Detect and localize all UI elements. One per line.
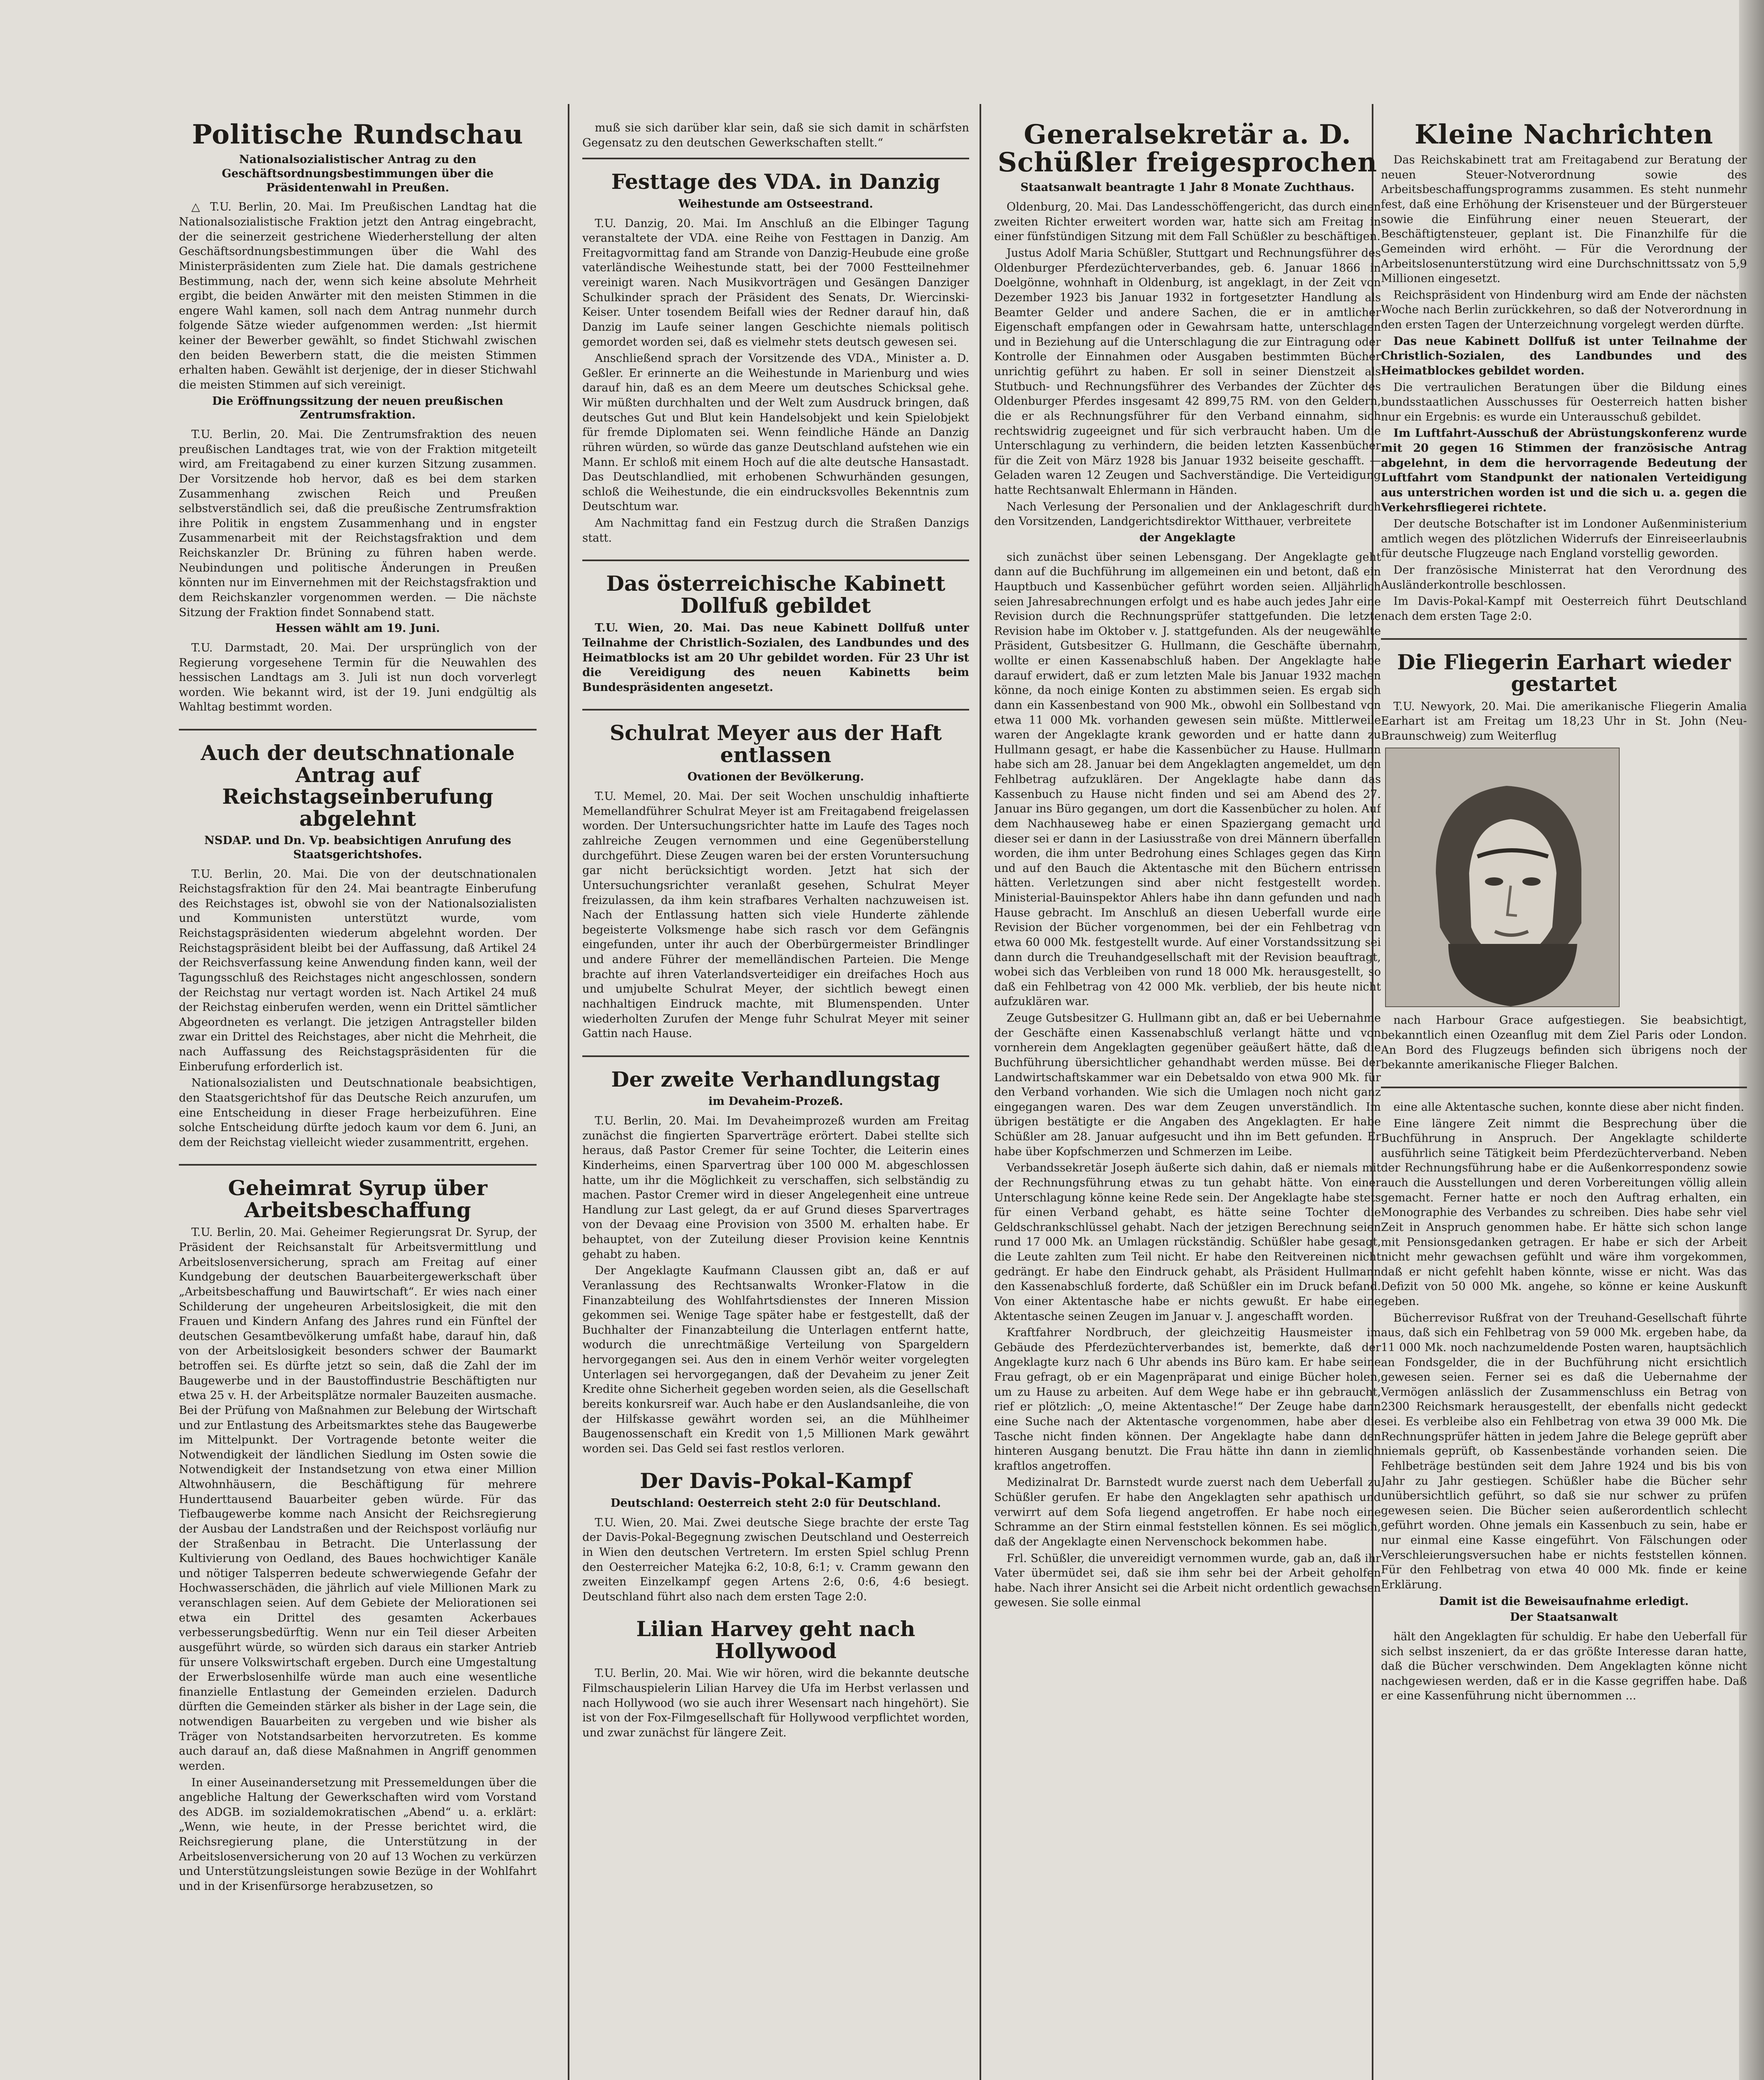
paragraph: Nationalsozialisten und Deutschnationale beabsichtigen, den Staatsgerichtshof für das Deutsche Reich anzurufen, um eine Entscheidung in dieser Frage herbeizuführen. Eine solche Entscheidung dürfte jedoch kaum vor dem 6. Juni, an dem der Reichstag vielleicht wieder zusammentritt, ergehen. [179,1077,537,1149]
article-separator [179,729,537,730]
paragraph: Justus Adolf Maria Schüßler, Stuttgart und Rechnungsführer des Oldenburger Pferdezüchterverbandes, geb. 6. Januar 1866 in Doelgönne, wohnhaft in Oldenburg, ist angeklagt, in der Zeit von Dezember 1923 bis Januar 1932 in fortgesetzter Handlung als Beamter Gelder und andere Sachen, die er in amtlicher Eigenschaft empfangen oder in Gewahrsam hatte, unterschlagen und in Beziehung auf die Unterschlagung die zur Eintragung oder Kontrolle der Einnahmen oder Ausgaben bestimmten Bücher unrichtig geführt zu haben. Er soll in seiner Dienstzeit als Stutbuch- und Rechnungsführer des Verbandes der Züchter des Oldenburger Pferdes insgesamt 42 899,75 RM. von den Geldern, die er als Rechnungsführer für den Verband einnahm, sich rechtswidrig zugeeignet und für sich verbraucht haben. Um die Unterschlagung zu verhindern, die beiden letzten Kassenbücher für die Zeit von März 1928 bis Januar 1932 beiseite geschafft. — Geladen waren 12 Zeugen und Sachverständige. Die Verteidigung hatte Rechtsanwalt Ehlermann in Händen. [994,247,1381,497]
article-separator [582,158,969,159]
article-schuessler [994,121,1381,1610]
paragraph: Der Angeklagte Kaufmann Claussen gibt an, daß er auf Veranlassung des Rechtsanwalts Wronker-Flatow in die Finanzabteilung des Wohlfahrtsdienstes der Inneren Mission gekommen sei. Wenige Tage später habe er festgestellt, daß der Buchhalter der Finanzabteilung die Unterlagen entfernt hatte, wodurch die unrechtmäßige Verteilung von Spargeldern hervorgegangen sei. Aus den in einem Verhör weiter vorgelegten Unterlagen sei hervorgegangen, daß der Devaheim zu jener Zeit Kredite ohne Sicherheit gegeben worden seien, als die Gesellschaft bereits konkursreif war. Auch habe er den Auslandsanleihe, die von der Hilfskasse gewährt worden sei, an die Mühlheimer Baugenossenschaft ein Kredit von 1,5 Millionen Mark gewährt worden sei. Das Geld sei fast restlos verloren. [582,1264,969,1455]
column-1 [179,121,537,2080]
article-separator [1381,638,1747,640]
paragraph: Frl. Schüßler, die unvereidigt vernommen wurde, gab an, daß ihr Vater übermüdet sei, daß sie ihm sehr bei der Arbeit geholfen habe. Nach ihrer Ansicht sei die Arbeit nicht ordentlich gewachsen gewesen. Sie solle einmal [994,1552,1381,1610]
paragraph: Zeuge Gutsbesitzer G. Hullmann gibt an, daß er bei Uebernahme der Geschäfte einen Kassenabschluß verlangt hätte und von vornherein dem Angeklagten gegenüber geäußert hätte, daß die Buchführung übersichtlicher gehandhabt werden müsse. Bei der Landwirtschaftskammer war ein Debetsaldo von etwa 900 Mk. für den Verband vorhanden. Wie sich die Umlagen noch nicht ganz eingegangen waren. Des war dem Zeugen unverständlich. Im übrigen bestätigte er die Angaben des Angeklagten. Er habe Schüßler am 28. Januar aufgesucht und ihn im Bett gefunden. Er habe über Kopfschmerzen und Schmerzen im Leibe. [994,1012,1381,1158]
article-separator [582,709,969,711]
article-separator [179,1164,537,1166]
article-syrup [179,1177,537,1894]
paragraph: muß sie sich darüber klar sein, daß sie sich damit in schärfsten Gegensatz zu den deutschen Gewerkschaften stellt.“ [582,121,969,149]
paragraph: Medizinalrat Dr. Barnstedt wurde zuerst nach dem Ueberfall zu Schüßler gerufen. Er habe den Angeklagten sehr apathisch und verwirrt auf dem Sofa liegend angetroffen. Er habe noch eine Schramme an der Stirn einmal feststellen können. Es sei möglich, daß der Angeklagte einen Nervenschock bekommen habe. [994,1476,1381,1548]
paragraph: In einer Auseinandersetzung mit Pressemeldungen über die angebliche Haltung der Gewerkschaften wird vom Vorstand des ADGB. im sozialdemokratischen „Abend“ u. a. erklärt: „Wenn, wie heute, in der Presse berichtet wird, die Reichsregierung plane, die Unterstützung in der Arbeitslosenversicherung von 20 auf 13 Wochen zu verkürzen und Unterstützungsleistungen sowie Bezüge in der Wohlfahrt und in der Krisenfürsorge herabzusetzen, so [179,1776,537,1893]
paragraph: △ T.U. Berlin, 20. Mai. Im Preußischen Landtag hat die Nationalsozialistische Fraktion jetzt den Antrag eingebracht, der die seinerzeit gestrichene Wiederherstellung der alten Geschäftsordnungsbestimmungen über die Wahl des Ministerpräsidenten zum Ziele hat. Die damals gestrichene Bestimmung, nach der, wenn sich keine absolute Mehrheit ergibt, die beiden Anwärter mit den meisten Stimmen in die engere Wahl kamen, soll nach dem Antrag nunmehr durch folgende Sätze wieder aufgenommen werden: „Ist hiermit keiner der Bewerber gewählt, so findet Stichwahl zwischen den beiden Bewerbern statt, die die meisten Stimmen erhalten haben. Gewählt ist derjenige, der in dieser Stichwahl die meisten Stimmen auf sich vereinigt. [179,201,537,391]
paragraph: eine alle Aktentasche suchen, konnte diese aber nicht finden. [1393,1100,1744,1114]
article-lilian-harvey [582,1618,969,1740]
subheadline: im Devaheim-Prozeß. [708,1095,843,1108]
article-separator [1381,1087,1747,1088]
article-separator [582,560,969,561]
paragraph: Bücherrevisor Rußfrat von der Treuhand-Gesellschaft führte aus, daß sich ein Fehlbetrag von 59 000 Mk. ergeben habe, da 11 000 Mk. noch nachzumeldende Posten waren, hauptsächlich an Fondsgelder, die in der Buchführung nicht ersichtlich gewesen seien. Ferner sei es daß die Uebernahme der Vermögen anlässlich der Zusammenschluss ein Betrag von 2300 Reichsmark herausgestellt, der ebenfalls nicht gedeckt sei. Es verbleibe also ein Fehlbetrag von etwa 39 000 Mk. Die Rechnungsprüfer hätten in jedem Jahre die Belege geprüft aber niemals geprüft, ob Kassenbestände vorhanden seien. Die Fehlbeträge bestünden seit dem Jahre 1924 und bis bis von Jahr zu Jahr gestiegen. Schüßler habe die Bücher sehr unübersichtlich geführt, so daß sie nur schwer zu prüfen gewesen seien. Die Bücher seien außerordentlich schlecht geführt worden. Ohne jemals ein Kassenbuch zu sein, habe er nur einmal eine Kasse eingeführt. Von Fälschungen oder Verschleierungsversuchen habe er nichts feststellen können. Für den Fehlbetrag von etwa 40 000 Mk. finde er keine Erklärung. [1381,1311,1747,1591]
paragraph: Das neue Kabinett Dollfuß ist unter Teilnahme der Christlich-Sozialen, des Landbundes und des Heimatblockes gebildet worden. [1381,334,1747,377]
paragraph: Nach Verlesung der Personalien und der Anklageschrift durch den Vorsitzenden, Landgerichtsdirektor Witthauer, verbreitete [994,500,1381,528]
paragraph: T.U. Berlin, 20. Mai. Geheimer Regierungsrat Dr. Syrup, der Präsident der Reichsanstalt für Arbeitsvermittlung und Arbeitslosenversicherung, sprach am Freitag auf einer Kundgebung der deutschen Bauarbeitergewerkschaft über „Arbeitsbeschaffung und Bauwirtschaft“. Er wies nach einer Schilderung der ungeheuren Arbeitslosigkeit, die mit den Frauen und Kindern Anfang des Jahres rund ein Fünftel der deutschen Gesamtbevölkerung umfaßt habe, darauf hin, daß von der Arbeitslosigkeit besonders schwer der Baumarkt betroffen sei. Es dürfte jetzt so sein, daß die Zahl der im Baugewerbe und in der Baustoffindustrie Beschäftigten nur etwa 25 v. H. der Arbeitsplätze normaler Bauzeiten ausmache. Bei der Prüfung von Maßnahmen zur Belebung der Wirtschaft und zur Entlastung des Arbeitsmarktes stehe das Baugewerbe im Mittelpunkt. Der Vortragende betonte weiter die Notwendigkeit der ländlichen Siedlung im Osten sowie die Notwendigkeit der Instandsetzung von etwa einer Million Altwohnhäusern, die Beschäftigung für mehrere Hunderttausend Bauarbeiter geben würde. Für das Tiefbaugewerbe komme nach Ansicht der Reichsregierung der Ausbau der Landstraßen und der Reichspost vorläufig nur der Straßenbau in Betracht. Die Unterlassung der Kultivierung von Oedland, des Baues hochwichtiger Kanäle und nötiger Talsperren bedeute schwerwiegende Gefahr der Hochwasserschäden, die jährlich auf viele Millionen Mark zu veranschlagen seien. Auf dem Gebiete der Meliorationen sei etwa ein Drittel des gesamten Ackerbaues verbesserungsbedürftig. Wenn nur ein Teil dieser Arbeiten ausgeführt würde, so würden sich daraus ein starker Antrieb für unsere Volkswirtschaft ergeben. Durch eine Umgestaltung der Erwerbslosenhilfe würde man auch eine wesentliche finanzielle Entlastung der Gemeinden erzielen. Dadurch dürften die Gemeinden stärker als bisher in der Lage sein, die notwendigen Bauarbeiten zu vergeben und wie bisher als Träger von Notstandsarbeiten hervorzutreten. Es komme auch darauf an, daß diese Maßnahmen in Angriff genommen werden. [179,1226,537,1773]
paragraph: Der deutsche Botschafter ist im Londoner Außenministerium amtlich wegen des plötzlichen Widerrufs der Einreiseerlaubnis für deutsche Flugzeuge nach England vorstellig geworden. [1381,518,1747,560]
paragraph: nach Harbour Grace aufgestiegen. Sie beabsichtigt, bekanntlich einen Ozeanflug mit dem Ziel Paris oder London. An Bord des Flugzeugs befinden sich übrigens noch der bekannte amerikanische Flieger Balchen. [1381,1014,1747,1072]
portrait-illustration [1386,748,1619,1006]
paragraph: T.U. Berlin, 20. Mai. Im Devaheimprozeß wurden am Freitag zunächst die fingierten Sparverträge erörtert. Dabei stellte sich heraus, daß Pastor Cremer für seine Tochter, die Leiterin eines Kinderheims, einen Sparvertrag über 100 000 M. abgeschlossen hatte, um ihr die Möglichkeit zu verschaffen, sich selbständig zu machen. Pastor Cremer wird in dieser Angelegenheit eine untreue Handlung zur Last gelegt, da er auf Grund dieses Sparvertrages von der Devaag eine Provision von 3500 M. erhalten habe. Er behauptet, von der Zuteilung dieser Provision keine Kenntnis gehabt zu haben. [582,1114,969,1261]
paragraph: Oldenburg, 20. Mai. Das Landesschöffengericht, das durch einen zweiten Richter erweitert worden war, hatte sich am Freitag in einer fünfstündigen Sitzung mit dem Fall Schüßler zu beschäftigen. [994,201,1381,243]
column-rule [568,104,569,2080]
paragraph: Anschließend sprach der Vorsitzende des VDA., Minister a. D. Geßler. Er erinnerte an die Weihestunde in Marienburg und wies darauf hin, daß es an dem Meere um deutsches Schicksal gehe. Wir müßten durchhalten und der Welt zum Ausdruck bringen, daß deutsches Gut und Blut kein Handelsobjekt und kein Spielobjekt für fremde Diplomaten sei. Wenn feindliche Hände an Danzig rühren würden, so würde das ganze Deutschland aufstehen wie ein Mann. Er schloß mit einem Hoch auf die alte deutsche Hansastadt. Das Deutschlandlied, mit erhobenen Schwurhänden gesungen, schloß die Weihestunde, die ein eindrucksvolles Bekenntnis zum Deutschtum war. [582,352,969,513]
subheadline: Staatsanwalt beantragte 1 Jahr 8 Monate Zuchthaus. [1020,181,1355,194]
subheadline: Die Eröffnungssitzung der neuen preußischen Zentrumsfraktion. [212,394,504,422]
paragraph: Im Davis-Pokal-Kampf mit Oesterreich führt Deutschland nach dem ersten Tage 2:0. [1381,595,1747,623]
subheadline: Weihestunde am Ostseestrand. [678,197,873,210]
headline: Kleine Nachrichten [1414,121,1714,150]
article-schuessler-continued [1381,1100,1747,1704]
headline: Politische Rundschau [192,121,524,150]
article-politische-rundschau [179,121,537,715]
paragraph: Im Luftfahrt-Ausschuß der Abrüstungskonferenz wurde mit 20 gegen 16 Stimmen der französische Antrag abgelehnt, in dem die hervorragende Bedeutung der Luftfahrt vom Standpunkt der nationalen Verteidigung aus unterstrichen worden ist und die sich u. a. gegen die Verkehrsfliegerei richtete. [1381,427,1747,514]
subheadline: Nationalsozialistischer Antrag zu den Geschäftsordnungsbestimmungen über die Präsidentenwahl in Preußen. [222,153,494,194]
article-earhart [1381,651,1747,1072]
paragraph: T.U. Memel, 20. Mai. Der seit Wochen unschuldig inhaftierte Memellandführer Schulrat Meyer ist am Freitagabend freigelassen worden. Der Untersuchungsrichter hatte im Laufe des Tages noch zahlreiche Zeugen vernommen und eine Gegenüberstellung durchgeführt. Diese Zeugen waren bei der ersten Voruntersuchung gar nicht berücksichtigt worden. Jetzt hat sich der Untersuchungsrichter veranlaßt gesehen, Schulrat Meyer freizulassen, da ihm kein strafbares Verhalten nachzuweisen ist. Nach der Entlassung hatten sich viele Hunderte zählende begeisterte Volksmenge habe sich rasch vor dem Gefängnis eingefunden, unter ihr auch der Oberbürgermeister Brindlinger und andere Führer der memelländischen Parteien. Die Menge brachte auf ihren Vaterlandsverteidiger ein dreifaches Hoch aus und umjubelte Schulrat Meyer, der sichtlich bewegt einen nachhaltigen Eindruck machte, mit Blumenspenden. Unter wiederholten Zurufen der Menge fuhr Schulrat Meyer mit seiner Gattin nach Hause. [582,790,969,1040]
headline: Generalsekretär a. D. Schüßler freigesprochen [997,121,1378,178]
article-separator [582,1055,969,1057]
headline: Der zweite Verhandlungstag [611,1067,940,1092]
paragraph: sich zunächst über seinen Lebensgang. Der Angeklagte geht dann auf die Buchführung im allgemeinen ein und betont, daß ein Hauptbuch und Kassenbücher geführt worden seien. Alljährlich seien Jahresabrechnungen erfolgt und es habe auch jedes Jahr eine Revision durch die Rechnungsprüfer stattgefunden. Die letzte Revision habe im Oktober v. J. stattgefunden. Als der neugewählte Präsident, Gutsbesitzer G. Hullmann, die Geschäfte übernahm, wollte er einen Kassenabschluß haben. Der Angeklagte habe darauf erwidert, daß er zum letzten Male bis Januar 1932 machen könne, da noch einige Konten zu abstimmen seien. Es ergab sich dann ein Kassenbestand von 900 Mk., obwohl ein Sollbestand von etwa 11 000 Mk. vorhanden gewesen sein müßte. Mittlerweile waren der Angeklagte krank geworden und er hatte dann zu Hullmann gesagt, er habe die Kassenbücher zu Hause. Hullmann habe sich am 28. Januar bei dem Angeklagten angemeldet, um den Fehlbetrag aufzuklären. Der Angeklagte habe dann das Kassenbuch zu Hause nicht finden und sei am Abend des 27. Januar ins Büro gegangen, um dort die Kassenbücher zu holen. Auf dem Nachhauseweg habe er einen Spaziergang gemacht und dieser sei er dann in der Lasiusstraße von drei Männern überfallen worden, die ihm unter Bedrohung eines Schlages gegen das Kinn und auf den Bauch die Aktentasche mit den Büchern entrissen hätten. Verletzungen sind aber nicht festgestellt worden. Ministerial-Bauinspektor Ahlers habe ihn dann gefunden und nach Hause gebracht. Im Anschluß an diesen Ueberfall wurde eine Revision der Bücher vorgenommen, bei der ein Fehlbetrag von etwa 60 000 Mk. festgestellt wurde. Auf einer Vorstandssitzung sei dann durch die Treuhandgesellschaft mit der Revision beauftragt, wobei sich das Verbleiben von rund 18 000 Mk. herausgestellt, so daß ein Fehlbetrag von 42 000 Mk. verblieb, der bis heute nicht aufzuklären war. [994,550,1381,1008]
article-schulrat-meyer [582,722,969,1041]
column-2 [582,121,969,2080]
subheadline: Ovationen der Bevölkerung. [687,770,864,784]
paragraph: T.U. Berlin, 20. Mai. Die Zentrumsfraktion des neuen preußischen Landtages trat, wie von der Fraktion mitgeteilt wird, am Freitagabend zu einer kurzen Sitzung zusammen. Der Vorsitzende hob hervor, daß es bei dem starken Zusammenhang zwischen Reich und Preußen selbstverständlich sei, daß die preußische Zentrumsfraktion ihre Politik in engstem Zusammenhang und in engster Zusammenarbeit mit der Reichstagsfraktion und dem Reichskanzler Dr. Brüning zu führen haben werde. Neubindungen und politische Änderungen in Preußen könnten nur im Einvernehmen mit der Reichstagsfraktion und dem Reichskanzler vorgenommen werden. — Die nächste Sitzung der Fraktion findet Sonnabend statt. [179,428,537,619]
headline: Festtage des VDA. in Danzig [611,169,940,194]
subheadline: der Angeklagte [1139,531,1236,544]
paragraph: Kraftfahrer Nordbruch, der gleichzeitig Hausmeister im Gebäude des Pferdezüchterverbandes ist, bemerkte, daß der Angeklagte kurz nach 6 Uhr abends ins Büro kam. Er habe seine Frau gefragt, ob er ein Magenpräparat und einige Bücher holen, um zu Hause zu arbeiten. Auf dem Wege habe er ihn gebraucht, rief er plötzlich: „O, meine Aktentasche!“ Der Zeuge habe dann eine Suche nach der Aktentasche vorgenommen, habe aber die Tasche nicht finden können. Der Angeklagte habe dann den hinteren Ausgang benutzt. Die Frau hätte ihn dann in ziemlich kraftlos angetroffen. [994,1326,1381,1473]
article-devaheim-prozess [582,1069,969,1456]
article-reichstagseinberufung [179,742,537,1150]
article-kleine-nachrichten [1381,121,1747,624]
headline: Lilian Harvey geht nach Hollywood [636,1617,915,1663]
article-vda-danzig [582,171,969,545]
paragraph: hält den Angeklagten für schuldig. Er habe den Ueberfall für sich selbst inszeniert, da er das größte Interesse daran hatte, daß die Bücher verschwinden. Dem Angeklagten könne nicht nachgewiesen werden, daß er in die Kasse gegriffen habe. Daß er eine Kassenführung nicht übernommen ... [1381,1630,1747,1703]
paragraph: T.U. Berlin, 20. Mai. Die von der deutschnationalen Reichstagsfraktion für den 24. Mai beantragte Einberufung des Reichstages ist, obwohl sie von der Nationalsozialisten und Kommunisten unterstützt wurde, vom Reichstagspräsidenten wiederum abgelehnt worden. Der Reichstagspräsident bleibt bei der Auffassung, daß Artikel 24 der Reichsverfassung keine Anwendung finden kann, weil der Tagungsschluß des Reichstages nicht angeschlossen, sondern der Reichstag nur vertagt worden ist. Nach Artikel 24 muß der Reichstag einberufen werden, wenn ein Drittel sämtlicher Abgeordneten es verlangt. Die jetzigen Antragsteller bilden zwar ein Drittel des Reichstages, aber nicht die Mehrheit, die nach Auffassung des Reichstagspräsidenten für die Einberufung erforderlich ist. [179,867,537,1073]
paragraph: Verbandssekretär Joseph äußerte sich dahin, daß er niemals mit der Rechnungsführung etwas zu tun gehabt hätte. Von einer Unterschlagung könne keine Rede sein. Der Angeklagte habe stets für einen Verband gehabt, es hätte seine Tochter die Geldschrankschlüssel gehabt. Nach der jetzigen Berechnung seien rund 17 000 Mk. an Umlagen rückständig. Schüßler habe gesagt, die Leute zahlten zum Teil nicht. Er habe den Reitvereinen nicht gedrängt. Er habe den Eindruck gehabt, als Präsident Hullmann den Kassenabschluß forderte, daß Schüßler ein im Druck befand. Von einer Aktentasche habe er nichts gewußt. Er habe eine Aktentasche seinen Zeugen im Januar v. J. angeschafft worden. [994,1161,1381,1323]
paragraph: T.U. Wien, 20. Mai. Das neue Kabinett Dollfuß unter Teilnahme der Christlich-Sozialen, des Landbundes und des Heimatblocks ist am 20 Uhr gebildet worden. Für 23 Uhr ist die Vereidigung des neuen Kabinetts beim Bundespräsidenten angesetzt. [582,622,969,694]
paragraph: T.U. Wien, 20. Mai. Zwei deutsche Siege brachte der erste Tag der Davis-Pokal-Begegnung zwischen Deutschland und Oesterreich in Wien den deutschen Vertretern. Im ersten Spiel schlug Prenn den Oesterreicher Matejka 6:2, 10:8, 6:1; v. Cramm gewann den zweiten Einzelkampf gegen Artens 2:6, 0:6, 4:6 besiegt. Deutschland führt also nach dem ersten Tage 2:0. [582,1516,969,1603]
column-rule [980,104,981,2080]
column-4 [1381,121,1747,2080]
subheadline: Der Staatsanwalt [1510,1611,1618,1624]
paragraph: T.U. Berlin, 20. Mai. Wie wir hören, wird die bekannte deutsche Filmschauspielerin Lilian Harvey die Ufa im Herbst verlassen und nach Hollywood (wo sie auch ihrer Wesensart nach hingehört). Sie ist von der Fox-Filmgesellschaft für Hollywood verpflichtet worden, und zwar zunächst für längere Zeit. [582,1667,969,1739]
article-kabinett-dollfuss [582,573,969,695]
paragraph: Die vertraulichen Beratungen über die Bildung eines bundsstaatlichen Ausschusses für Oesterreich hatten bisher nur ein Ergebnis: es wurde ein Unterausschuß gebildet. [1381,381,1747,423]
paragraph: Der französische Ministerrat hat den Verordnung des Ausländerkontrolle beschlossen. [1381,564,1747,592]
paragraph: Am Nachmittag fand ein Festzug durch die Straßen Danzigs statt. [582,517,969,545]
column-3 [994,121,1381,2080]
paragraph: Das Reichskabinett trat am Freitagabend zur Beratung der neuen Steuer-Notverordnung sowie des Arbeitsbeschaffungsprogramms zusammen. Es steht nunmehr fest, daß eine Erhöhung der Krisensteuer und der Bürgersteuer sowie die Einführung einer neuen Steuerart, der Beschäftigtensteuer, geplant ist. Die Finanzhilfe für die Gemeinden wird erhöht. — Für die Verordnung der Arbeitslosenunterstützung wird eine Durchschnittssatz von 5,9 Millionen eingesetzt. [1381,154,1747,285]
headline: Geheimrat Syrup über Arbeitsbeschaffung [228,1176,487,1222]
headline: Die Fliegerin Earhart wieder gestartet [1397,649,1731,696]
headline: Schulrat Meyer aus der Haft entlassen [609,721,942,767]
earhart-portrait-photo [1385,748,1620,1007]
subheadline: Deutschland: Oesterreich steht 2:0 für Deutschland. [610,1496,941,1510]
paragraph: Eine längere Zeit nimmt die Besprechung über die Buchführung in Anspruch. Der Angeklagte schilderte ausführlich seine Tätigkeit beim Pferdezüchterverband. Neben der Rechnungsführung habe er die Außenkorrespondenz sowie auch die Ausstellungen und deren Vorbereitungen völlig allein gemacht. Ferner hatte er noch den Auftrag erhalten, ein Monographie des Verbandes zu schreiben. Dies habe sehr viel Zeit in Anspruch genommen habe. Er hätte sich schon lange mit Pensionsgedanken getragen. Er habe er sich der Arbeit nicht mehr gewachsen gefühlt und wäre ihm vorgekommen, daß er nicht gefehlt haben könnte, wisse er nicht. Was das Defizit von 50 000 Mk. angehe, so könne er keine Auskunft geben. [1381,1117,1747,1308]
article-davis-pokal [582,1470,969,1604]
headline: Auch der deutschnationale Antrag auf Reichstagseinberufung abgelehnt [200,740,515,831]
paragraph: T.U. Danzig, 20. Mai. Im Anschluß an die Elbinger Tagung veranstaltete der VDA. eine Reihe von Festtagen in Danzig. Am Freitagvormittag fand am Strande von Danzig-Heubude eine große vaterländische Weihestunde statt, bei der 7000 Festteilnehmer vereinigt waren. Nach Musikvorträgen und Gesängen Danziger Schulkinder sprach der Präsident des Senats, Dr. Wiercinski-Keiser. Unter tosendem Beifall wies der Redner darauf hin, daß Danzig im Laufe seiner langen Geschichte niemals politisch gemordet worden sei, daß es vielmehr stets deutsch gewesen sei. [582,217,969,349]
paragraph: Reichspräsident von Hindenburg wird am Ende der nächsten Woche nach Berlin zurückkehren, so daß der Notverordnung in den ersten Tagen der Unterzeichnung vorgelegt werden dürfte. [1381,288,1747,332]
subheadline: NSDAP. und Dn. Vp. beabsichtigen Anrufung des Staatsgerichtshofes. [204,834,511,861]
paragraph: T.U. Darmstadt, 20. Mai. Der ursprünglich von der Regierung vorgesehene Termin für die Neuwahlen des hessischen Landtags am 3. Juli ist nun doch vorverlegt worden. Wie bekannt wird, ist der 19. Juni endgültig als Wahltag bestimmt worden. [179,641,537,714]
paragraph: T.U. Newyork, 20. Mai. Die amerikanische Fliegerin Amalia Earhart ist am Freitag um 18,23 Uhr in St. John (Neu-Braunschweig) zum Weiterflug [1381,700,1747,743]
paragraph: Damit ist die Beweisaufnahme erledigt. [1439,1595,1689,1608]
headline: Das österreichische Kabinett Dollfuß gebildet [606,571,945,618]
headline: Der Davis-Pokal-Kampf [640,1468,912,1493]
subheadline: Hessen wählt am 19. Juni. [275,622,440,635]
